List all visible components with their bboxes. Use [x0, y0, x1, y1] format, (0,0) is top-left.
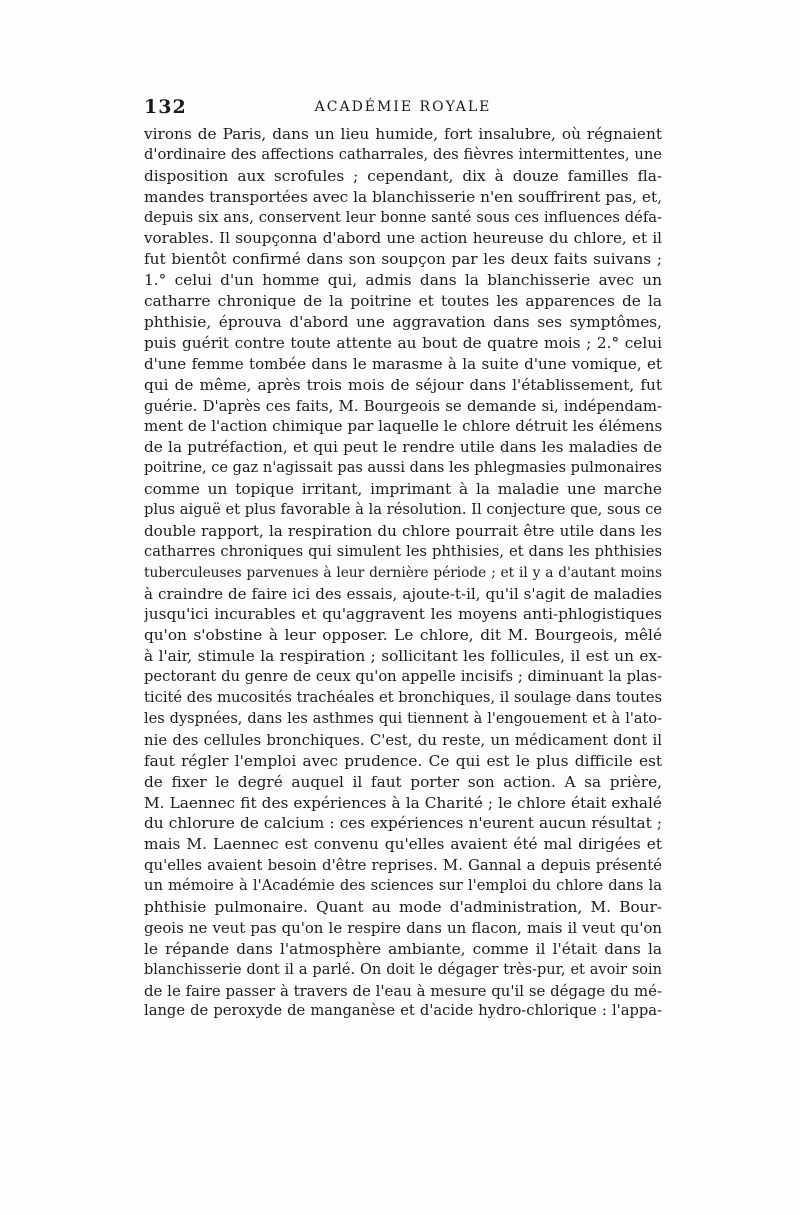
text-line: pectorant du genre de ceux qu'on appelle incisifs ; diminuant la plas-	[144, 668, 662, 686]
text-line: ment de l'action chimique par laquelle le chlore détruit les élémens	[144, 417, 662, 436]
running-head: ACADÉMIE ROYALE	[314, 99, 492, 115]
body-text	[144, 124, 662, 1022]
text-line: ticité des mucosités trachéales et bronchiques, il soulage dans toutes	[144, 689, 662, 707]
text-line: M. Laennec fit des expériences à la Charité ; le chlore était exhalé	[144, 793, 662, 812]
text-line: guérie. D'après ces faits, M. Bourgeois se demande si, indépendam-	[144, 396, 662, 415]
text-line: nie des cellules bronchiques. C'est, du reste, un médicament dont il	[144, 730, 662, 749]
text-line: phthisie pulmonaire. Quant au mode d'administration, M. Bour-	[144, 897, 662, 916]
text-line: à l'air, stimule la respiration ; sollicitant les follicules, il est un ex-	[144, 647, 662, 666]
text-line: disposition aux scrofules ; cependant, dix à douze familles fla-	[144, 166, 662, 185]
text-line: tuberculeuses parvenues à leur dernière période ; et il y a d'autant moins	[144, 564, 662, 581]
text-line: comme un topique irritant, imprimant à la maladie une marche	[144, 480, 662, 499]
text-line: catharres chroniques qui simulent les phthisies, et dans les phthisies	[144, 542, 662, 560]
text-line: vorables. Il soupçonna d'abord une action heureuse du chlore, et il	[144, 229, 662, 248]
text-line: blanchisserie dont il a parlé. On doit le dégager très-pur, et avoir soin	[144, 961, 662, 978]
text-line: un mémoire à l'Académie des sciences sur l'emploi du chlore dans la	[144, 877, 662, 895]
page-header	[144, 96, 662, 122]
text-line: puis guérit contre toute attente au bout de quatre mois ; 2.° celui	[144, 333, 662, 352]
text-line: les dyspnées, dans les asthmes qui tiennent à l'engouement et à l'ato-	[144, 710, 662, 727]
text-line: qui de même, après trois mois de séjour dans l'établissement, fut	[144, 375, 662, 394]
text-line: geois ne veut pas qu'on le respire dans un flacon, mais il veut qu'on	[144, 918, 662, 937]
text-line: d'ordinaire des affections catharrales, des fièvres intermittentes, une	[144, 145, 662, 163]
text-line: phthisie, éprouva d'abord une aggravation dans ses symptômes,	[144, 313, 662, 332]
text-line: faut régler l'emploi avec prudence. Ce qui est le plus difficile est	[144, 751, 662, 770]
text-line: fut bientôt confirmé dans son soupçon par les deux faits suivans ;	[144, 250, 662, 269]
text-line: qu'on s'obstine à leur opposer. Le chlore, dit M. Bourgeois, mêlé	[144, 626, 662, 645]
text-line: de fixer le degré auquel il faut porter son action. A sa prière,	[144, 772, 662, 791]
text-line: depuis six ans, conservent leur bonne santé sous ces influences défa-	[144, 208, 662, 226]
text-line: mandes transportées avec la blanchisserie n'en souffrirent pas, et,	[144, 187, 662, 206]
text-line: lange de peroxyde de manganèse et d'acide hydro-chlorique : l'appa-	[144, 1002, 662, 1020]
text-line: mais M. Laennec est convenu qu'elles avaient été mal dirigées et	[144, 835, 662, 854]
text-line: plus aiguë et plus favorable à la résolution. Il conjecture que, sous ce	[144, 501, 662, 519]
text-line: de le faire passer à travers de l'eau à mesure qu'il se dégage du mé-	[144, 981, 662, 1000]
text-line: de la putréfaction, et qui peut le rendre utile dans les maladies de	[144, 438, 662, 457]
text-line: double rapport, la respiration du chlore pourrait être utile dans les	[144, 521, 662, 540]
text-line: à craindre de faire ici des essais, ajoute-t-il, qu'il s'agit de maladies	[144, 584, 662, 603]
text-line: le répande dans l'atmosphère ambiante, comme il l'était dans la	[144, 939, 662, 958]
text-line: catharre chronique de la poitrine et toutes les apparences de la	[144, 292, 662, 311]
text-line: qu'elles avaient besoin d'être reprises. M. Gannal a depuis présenté	[144, 856, 662, 875]
text-line: du chlorure de calcium : ces expériences n'eurent aucun résultat ;	[144, 814, 662, 833]
text-line: 1.° celui d'un homme qui, admis dans la blanchisserie avec un	[144, 271, 662, 290]
text-line: virons de Paris, dans un lieu humide, fort insalubre, où régnaient	[144, 125, 662, 143]
text-line: poitrine, ce gaz n'agissait pas aussi dans les phlegmasies pulmonaires	[144, 460, 662, 477]
text-line: jusqu'ici incurables et qu'aggravent les moyens anti-phlogistiques	[144, 605, 662, 624]
text-line: d'une femme tombée dans le marasme à la suite d'une vomique, et	[144, 354, 662, 373]
page-number: 132	[144, 96, 187, 118]
